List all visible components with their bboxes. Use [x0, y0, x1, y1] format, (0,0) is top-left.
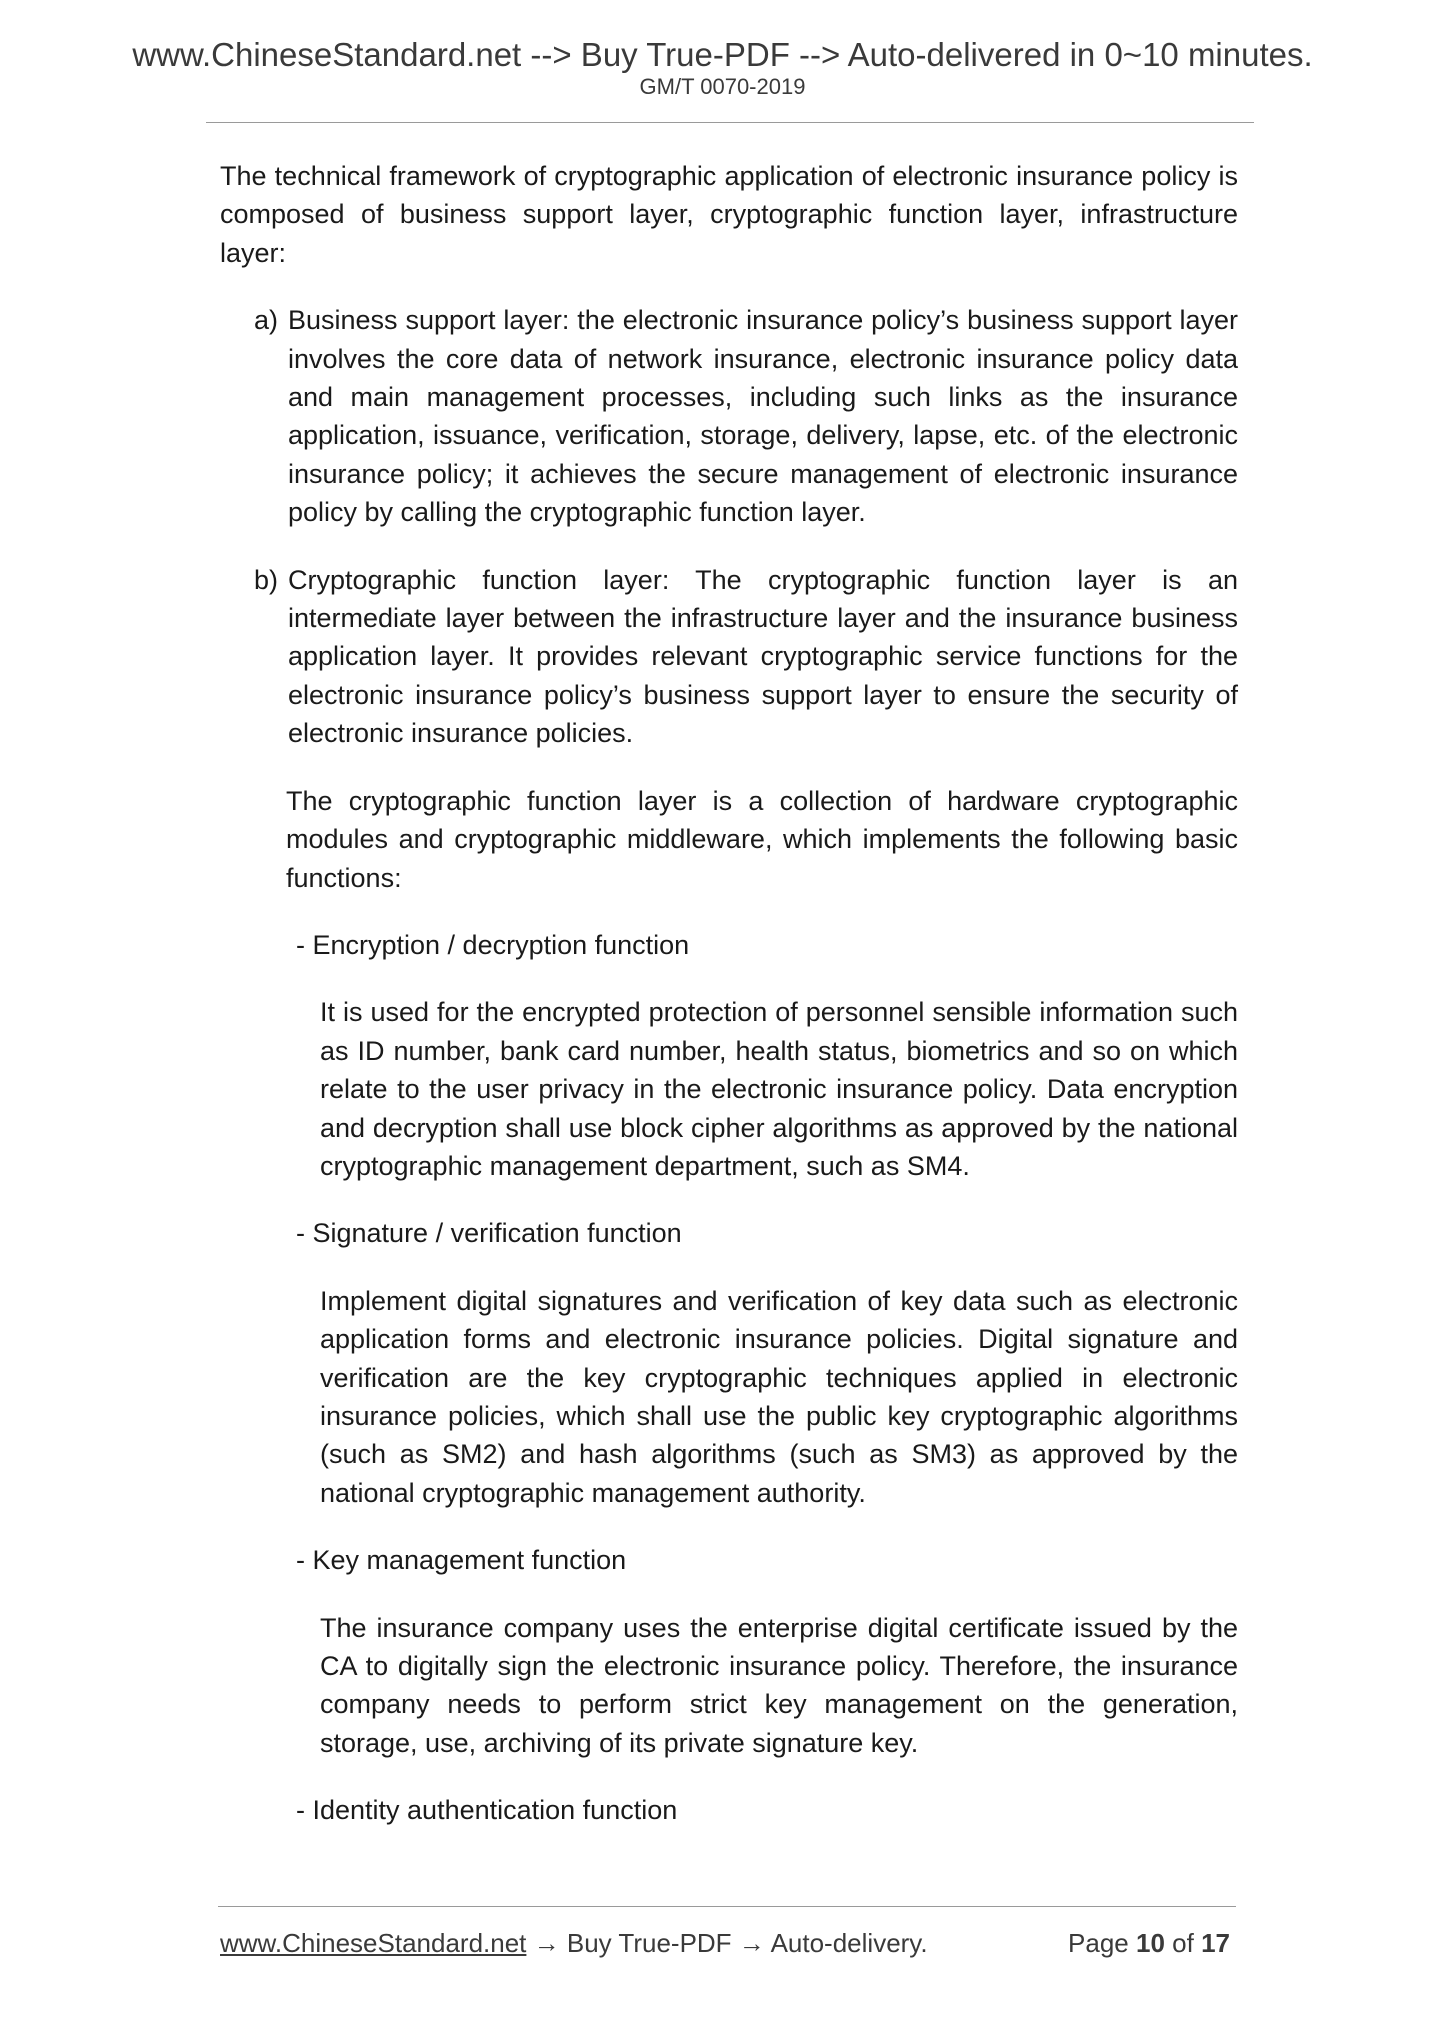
function-desc-encryption: It is used for the encrypted protection of personnel sensible information such as ID number, bank card number, health status, biometrics and so on which relate to the user privacy in the electronic insurance policy. Data encryption and decryption shall use block cipher algorithms as approved by the national cryptographic management department, such as SM4.	[320, 997, 1238, 1181]
page-current: 10	[1136, 1928, 1165, 1958]
function-title-identity-authentication: - Identity authentication function	[296, 1795, 678, 1826]
list-item-a	[220, 301, 1238, 531]
page-content	[220, 157, 1238, 1859]
page-footer	[220, 1926, 1230, 1960]
footer-delivery-text: → Buy True-PDF → Auto-delivery.	[526, 1928, 928, 1958]
list-marker-a: a)	[254, 305, 279, 336]
header-divider	[206, 122, 1254, 123]
function-intro-paragraph: The cryptographic function layer is a collection of hardware cryptographic modules and cryptographic middleware, which implements the following basic functions:	[286, 785, 1238, 893]
page-number	[1068, 1926, 1230, 1960]
footer-site-link[interactable]: www.ChineseStandard.net	[220, 1928, 527, 1958]
list-item-b	[220, 561, 1238, 753]
function-title-signature: - Signature / verification function	[296, 1218, 682, 1249]
function-desc-signature: Implement digital signatures and verification of key data such as electronic application forms and electronic insurance policies. Digital signature and verification are the key cryptographic techniques applied in electronic insurance policies, which shall use the public key cryptographic algorithms (such as SM2) and hash algorithms (such as SM3) as approved by the national cryptographic management authority.	[320, 1285, 1238, 1508]
header-banner: www.ChineseStandard.net --> Buy True-PDF --> Auto-delivered in 0~10 minutes.	[132, 36, 1313, 73]
function-title-key-management: - Key management function	[296, 1545, 627, 1576]
page-label: Page	[1068, 1928, 1129, 1958]
footer-divider	[218, 1906, 1236, 1907]
page-of: of	[1172, 1928, 1194, 1958]
function-desc-key-management: The insurance company uses the enterprise digital certificate issued by the CA to digitally sign the electronic insurance policy. Therefore, the insurance company needs to perform strict key management on the generation, storage, use, archiving of its private signature key.	[320, 1612, 1238, 1758]
list-marker-b: b)	[254, 564, 279, 595]
function-title-encryption: - Encryption / decryption function	[296, 929, 690, 960]
document-code: GM/T 0070-2019	[639, 74, 806, 99]
list-item-a-text: Business support layer: the electronic insurance policy’s business support layer involves the core data of network insurance, electronic insurance policy data and main management processes, including such links as the insurance application, issuance, verification, storage, delivery, lapse, etc. of the electronic insurance policy; it achieves the secure management of electronic insurance policy by calling the cryptographic function layer.	[288, 305, 1238, 528]
intro-paragraph: The technical framework of cryptographic application of electronic insurance policy is composed of business support layer, cryptographic function layer, infrastructure layer:	[220, 161, 1238, 268]
list-item-b-text: Cryptographic function layer: The cryptographic function layer is an intermediate layer between the infrastructure layer and the insurance business application layer. It provides relevant cryptographic service functions for the electronic insurance policy’s business support layer to ensure the security of electronic insurance policies.	[288, 564, 1238, 749]
page-total: 17	[1201, 1928, 1230, 1958]
